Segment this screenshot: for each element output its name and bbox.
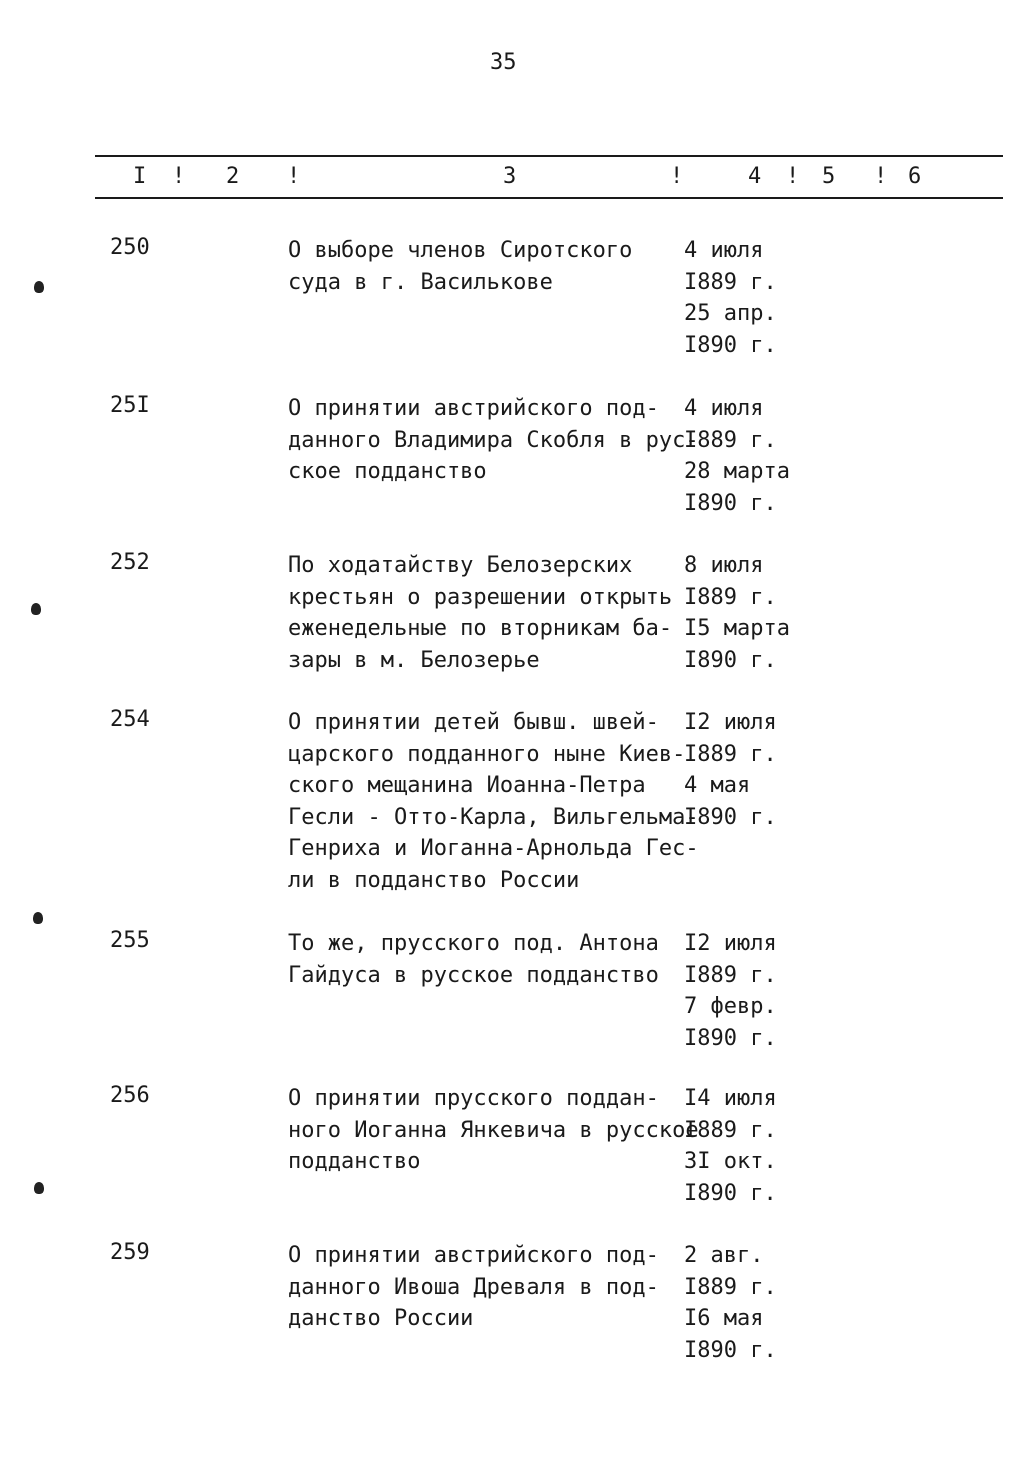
description-line: О принятии австрийского под- bbox=[288, 1243, 659, 1268]
description-line: О принятии детей бывш. швей- bbox=[288, 710, 659, 735]
date-line: I5 марта bbox=[684, 616, 790, 641]
description-line: Гесли - Отто-Карла, Вильгельма- bbox=[288, 804, 699, 830]
column-header-5: 5 bbox=[822, 164, 836, 189]
column-header-row bbox=[0, 164, 1024, 192]
date-line: 8 июля bbox=[684, 553, 764, 578]
description-line: крестьян о разрешении открыть bbox=[288, 584, 673, 610]
description-line: По ходатайству Белозерских bbox=[288, 553, 633, 578]
date-line: I2 июля bbox=[684, 710, 777, 735]
date-line: 25 апр. bbox=[684, 301, 777, 326]
page-number: 35 bbox=[490, 50, 517, 75]
date-line: 4 июля bbox=[684, 238, 764, 263]
entry-description bbox=[288, 707, 699, 896]
date-line: 3I окт. bbox=[684, 1149, 777, 1174]
table-top-rule bbox=[95, 155, 1003, 157]
entry-number: 250 bbox=[110, 235, 150, 260]
entry-description bbox=[288, 235, 688, 298]
date-line: I2 июля bbox=[684, 931, 777, 956]
entry-description bbox=[288, 1083, 699, 1178]
description-line: подданство bbox=[288, 1149, 421, 1174]
description-line: ского мещанина Иоанна-Петра bbox=[288, 773, 646, 798]
column-separator: ! bbox=[786, 164, 800, 189]
date-line: I4 июля bbox=[684, 1086, 777, 1111]
entry-dates bbox=[684, 928, 824, 1054]
entry-dates bbox=[684, 1240, 824, 1366]
date-line: I889 г. bbox=[684, 1117, 777, 1143]
description-line: О выборе членов Сиротского bbox=[288, 238, 633, 263]
description-line: данного Владимира Скобля в рус- bbox=[288, 427, 699, 453]
date-line: 4 мая bbox=[684, 773, 751, 798]
description-line: суда в г. Василькове bbox=[288, 269, 553, 295]
entry-dates bbox=[684, 235, 824, 361]
table-header-rule bbox=[95, 197, 1003, 199]
entry-description bbox=[288, 550, 688, 676]
entry-description bbox=[288, 393, 699, 488]
description-line: ли в подданство России bbox=[288, 867, 580, 893]
description-line: О принятии австрийского под- bbox=[288, 396, 659, 421]
binding-hole-mark bbox=[34, 1182, 44, 1194]
entry-number: 252 bbox=[110, 550, 150, 575]
description-line: данного Ивоша Древаля в под- bbox=[288, 1274, 659, 1300]
date-line: I890 г. bbox=[684, 1025, 777, 1051]
date-line: I890 г. bbox=[684, 1337, 777, 1363]
entry-description bbox=[288, 928, 688, 991]
date-line: 28 марта bbox=[684, 459, 790, 484]
description-line: данство России bbox=[288, 1306, 474, 1331]
entry-description bbox=[288, 1240, 688, 1335]
entry-number: 255 bbox=[110, 928, 150, 953]
column-header-6: 6 bbox=[908, 164, 922, 189]
description-line: О принятии прусского поддан- bbox=[288, 1086, 659, 1111]
description-line: ское подданство bbox=[288, 459, 487, 484]
description-line: еженедельные по вторникам ба- bbox=[288, 616, 673, 641]
date-line: I6 мая bbox=[684, 1306, 764, 1331]
entry-dates bbox=[684, 393, 824, 519]
entry-number: 259 bbox=[110, 1240, 150, 1265]
date-line: I889 г. bbox=[684, 584, 777, 610]
column-header-4: 4 bbox=[748, 164, 762, 189]
description-line: зары в м. Белозерье bbox=[288, 647, 540, 673]
column-header-2: 2 bbox=[226, 164, 240, 189]
date-line: I890 г. bbox=[684, 490, 777, 516]
date-line: I890 г. bbox=[684, 1180, 777, 1206]
entry-dates bbox=[684, 707, 824, 833]
date-line: 4 июля bbox=[684, 396, 764, 421]
entry-number: 256 bbox=[110, 1083, 150, 1108]
description-line: Генриха и Иоганна-Арнольда Гес- bbox=[288, 836, 699, 861]
column-separator: ! bbox=[670, 164, 684, 189]
entry-dates bbox=[684, 550, 824, 676]
description-line: То же, прусского под. Антона bbox=[288, 931, 659, 956]
date-line: I889 г. bbox=[684, 741, 777, 767]
date-line: I890 г. bbox=[684, 804, 777, 830]
column-separator: ! bbox=[874, 164, 888, 189]
date-line: 7 февр. bbox=[684, 994, 777, 1019]
description-line: царского подданного ныне Киев- bbox=[288, 741, 686, 767]
date-line: I889 г. bbox=[684, 427, 777, 453]
date-line: I890 г. bbox=[684, 647, 777, 673]
entry-number: 254 bbox=[110, 707, 150, 732]
binding-hole-mark bbox=[33, 912, 43, 924]
column-header-3: 3 bbox=[503, 164, 517, 189]
entry-dates bbox=[684, 1083, 824, 1209]
description-line: ного Иоганна Янкевича в русское bbox=[288, 1117, 699, 1143]
date-line: I889 г. bbox=[684, 1274, 777, 1300]
binding-hole-mark bbox=[31, 603, 41, 615]
description-line: Гайдуса в русское подданство bbox=[288, 962, 659, 988]
column-separator: ! bbox=[172, 164, 186, 189]
date-line: I890 г. bbox=[684, 332, 777, 358]
column-separator: ! bbox=[287, 164, 301, 189]
column-header-1: I bbox=[133, 164, 147, 189]
date-line: 2 авг. bbox=[684, 1243, 764, 1268]
binding-hole-mark bbox=[34, 281, 44, 293]
date-line: I889 г. bbox=[684, 962, 777, 988]
entry-number: 25I bbox=[110, 393, 150, 418]
date-line: I889 г. bbox=[684, 269, 777, 295]
